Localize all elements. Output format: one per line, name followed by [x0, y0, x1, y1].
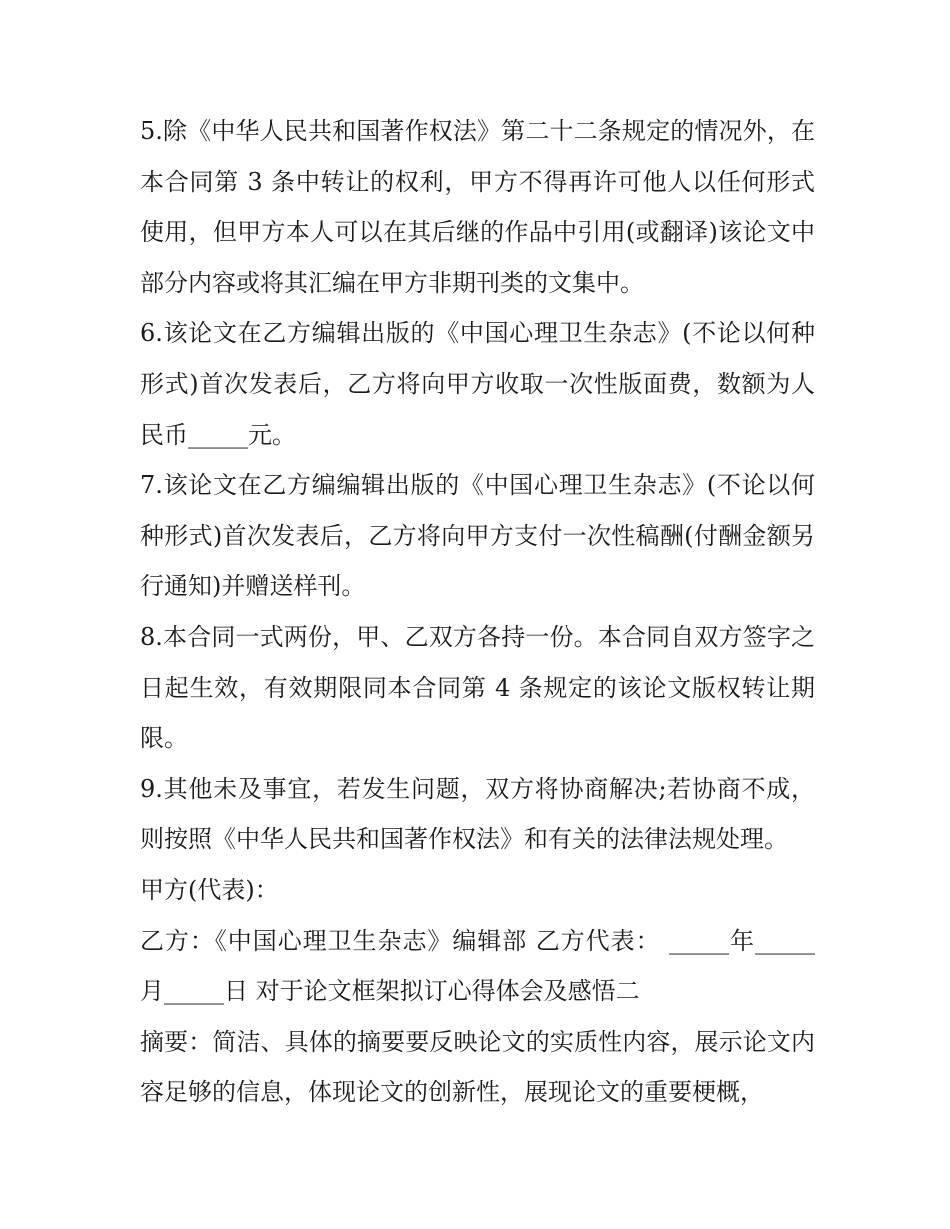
clause-5: 5.除《中华人民共和国著作权法》第二十二条规定的情况外，在本合同第 3 条中转让的权利，甲方不得再许可他人以任何形式使用，但甲方本人可以在其后继的作品中引用(或翻译)该论文中部分内容或将其汇编在甲方非期刊类的文集中。: [140, 117, 815, 297]
party-a-signature: 甲方(代表)：: [140, 875, 279, 904]
document-body: [140, 106, 815, 1118]
clause-8: 8.本合同一式两份，甲、乙双方各持一份。本合同自双方签字之日起生效，有效期限同本合同第 4 条规定的该论文版权转让期限。: [140, 622, 815, 753]
clause-7: 7.该论文在乙方编编辑出版的《中国心理卫生杂志》(不论以何种形式)首次发表后，乙方将向甲方支付一次性稿酬(付酬金额另行通知)并赠送样刊。: [140, 471, 815, 601]
clause-6: 6.该论文在乙方编辑出版的《中国心理卫生杂志》(不论以何种形式)首次发表后，乙方将向甲方收取一次性版面费，数额为人民币_____元。: [140, 319, 815, 449]
party-b-signature-and-date: 乙方：《中国心理卫生杂志》编辑部 乙方代表： _____年_____月_____日 对于论文框架拟订心得体会及感悟二: [140, 926, 815, 1006]
abstract-paragraph: 摘要：简洁、具体的摘要要反映论文的实质性内容，展示论文内容足够的信息，体现论文的创新性，展现论文的重要梗概，: [140, 1027, 815, 1107]
clause-9: 9.其他未及事宜，若发生问题，双方将协商解决;若协商不成，则按照《中华人民共和国著作权法》和有关的法律法规处理。: [140, 774, 815, 854]
